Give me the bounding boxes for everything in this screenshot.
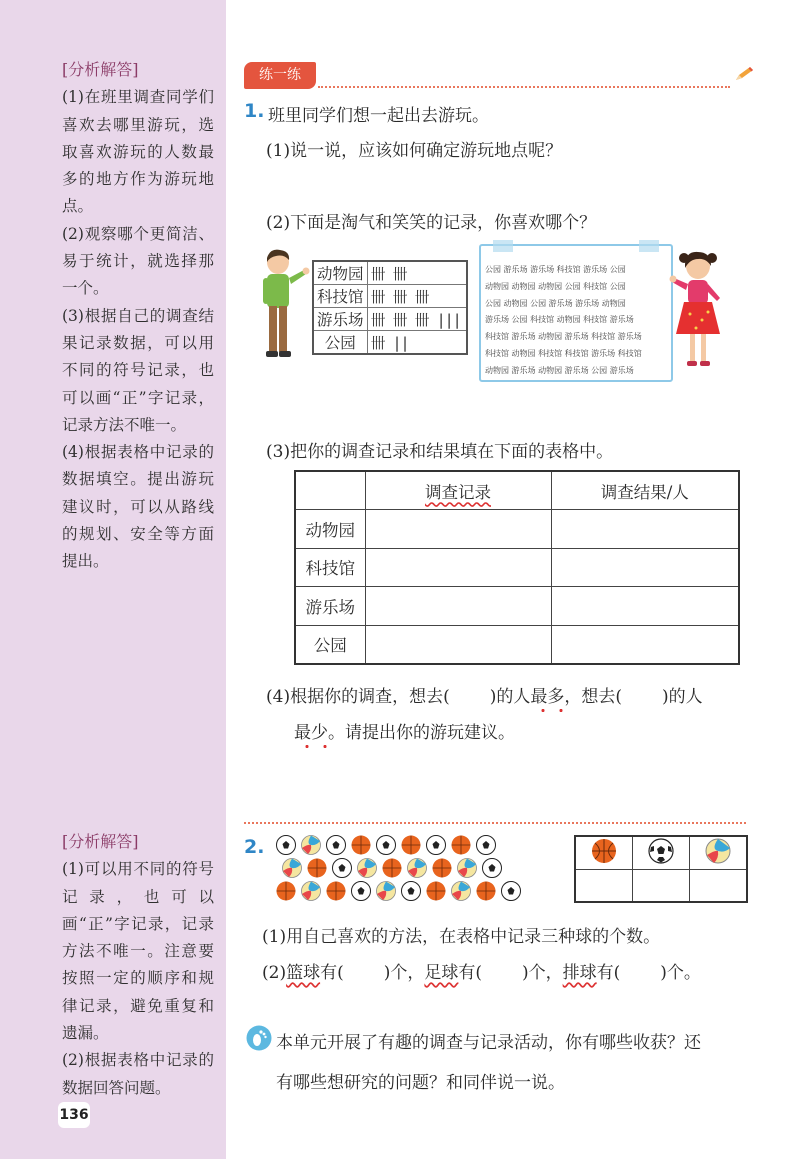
tally-marks: 卌 卌: [367, 261, 467, 285]
analysis-block-2: [62, 828, 214, 1102]
section-badge: 练一练: [244, 62, 316, 89]
question-part-4-line2: 最少。请提出你的游玩建议。: [294, 723, 515, 743]
analysis-block-1: [62, 56, 214, 576]
record-cell[interactable]: [365, 510, 551, 549]
note-line: 科技馆 动物园 科技馆 科技馆 游乐场 科技馆: [485, 348, 642, 358]
tally-marks: 卌 卌 卌 |||: [367, 308, 467, 331]
question-part-3: (3)把你的调查记录和结果填在下面的表格中。: [266, 442, 614, 462]
ball-count-table: [574, 835, 748, 903]
table-row: [295, 548, 739, 587]
tape-decoration: [639, 240, 659, 252]
table-header-row: [295, 471, 739, 510]
soccer-ball-icon: [377, 836, 396, 855]
result-cell[interactable]: [551, 587, 739, 626]
record-cell[interactable]: [365, 587, 551, 626]
note-line: 游乐场 公园 科技馆 动物园 科技馆 游乐场: [485, 315, 634, 325]
table-row: [313, 261, 467, 285]
table-header-cell: 调查记录: [365, 471, 551, 510]
question-2-part-2: (2)篮球有( )个，足球有( )个，排球有( )个。: [262, 963, 701, 983]
volleyball-icon: [302, 836, 321, 855]
table-row: [295, 625, 739, 664]
table-header-cell: 调查结果/人: [551, 471, 739, 510]
closing-line-1: 本单元开展了有趣的调查与记录活动，你有哪些收获？还: [276, 1033, 701, 1053]
table-row: [295, 510, 739, 549]
basketball-icon: [452, 836, 471, 855]
row-label: 科技馆: [295, 548, 365, 587]
analysis-header: [分析解答]: [62, 832, 139, 851]
dotted-divider: [318, 86, 730, 88]
soccer-ball-icon: [648, 838, 674, 864]
volleyball-icon: [377, 882, 396, 901]
soccer-ball-icon: [327, 836, 346, 855]
volleyball-count-cell[interactable]: [690, 869, 747, 902]
tally-label: 公园: [313, 331, 367, 355]
main-content: [226, 0, 800, 1159]
table-row: [313, 331, 467, 355]
tally-record-table: [312, 260, 468, 355]
volleyball-icon: [458, 859, 477, 878]
basketball-count-cell[interactable]: [575, 869, 632, 902]
note-line: 动物园 游乐场 动物园 游乐场 公园 游乐场: [485, 365, 634, 375]
analysis-para: (3)根据自己的调查结果记录数据，可以用不同的符号记录，也可以画“正”字记录，记录方法不唯一。: [62, 306, 214, 434]
question-part-1: (1)说一说，应该如何确定游玩地点呢？: [266, 141, 563, 161]
row-label: 游乐场: [295, 587, 365, 626]
record-cell[interactable]: [365, 625, 551, 664]
result-cell[interactable]: [551, 625, 739, 664]
boy-illustration: [254, 248, 310, 368]
analysis-para: (1)在班里调查同学们喜欢去哪里游玩，选取喜欢游玩的人数最多的地方作为游玩地点。: [62, 88, 214, 216]
row-label: 动物园: [295, 510, 365, 549]
result-cell[interactable]: [551, 510, 739, 549]
tally-marks: 卌 ||: [367, 331, 467, 355]
dotted-divider: [244, 822, 746, 824]
note-line: 动物园 动物园 动物园 公园 科技馆 公园: [485, 281, 626, 291]
question-number: 2.: [244, 836, 265, 858]
volleyball-icon: [705, 838, 731, 864]
result-cell[interactable]: [551, 548, 739, 587]
basketball-icon: [308, 859, 327, 878]
soccer-ball-icon: [477, 836, 496, 855]
page-number: 136: [58, 1102, 90, 1128]
analysis-para: (4)根据表格中记录的数据填空。提出游玩建议时，可以从路线的规划、安全等方面提出。: [62, 443, 214, 571]
soccer-ball-icon: [352, 882, 371, 901]
balls-illustration: [276, 833, 526, 907]
analysis-para: (2)根据表格中记录的数据回答问题。: [62, 1051, 214, 1097]
soccer-ball-icon: [502, 882, 521, 901]
soccer-ball-icon: [277, 836, 296, 855]
analysis-header: [分析解答]: [62, 60, 139, 79]
basketball-icon: [277, 882, 296, 901]
question-part-2: (2)下面是淘气和笑笑的记录，你喜欢哪个？: [266, 213, 597, 233]
volleyball-header: [690, 836, 747, 869]
basketball-icon: [591, 838, 617, 864]
tally-marks: 卌 卌 卌: [367, 285, 467, 308]
note-line: 公园 游乐场 游乐场 科技馆 游乐场 公园: [485, 265, 626, 274]
soccer-header: [632, 836, 689, 869]
volleyball-icon: [408, 859, 427, 878]
footprint-icon: [246, 1025, 272, 1051]
basketball-icon: [477, 882, 496, 901]
basketball-header: [575, 836, 632, 869]
table-row: [575, 836, 747, 869]
basketball-icon: [352, 836, 371, 855]
tally-label: 科技馆: [313, 285, 367, 308]
basketball-icon: [402, 836, 421, 855]
row-label: 公园: [295, 625, 365, 664]
closing-line-2: 有哪些想研究的问题？和同伴说一说。: [276, 1073, 565, 1093]
record-cell[interactable]: [365, 548, 551, 587]
volleyball-icon: [283, 859, 302, 878]
note-line: 科技馆 游乐场 动物园 游乐场 科技馆 游乐场: [485, 332, 642, 342]
question-intro: 班里同学们想一起出去游玩。: [268, 106, 489, 126]
volleyball-icon: [452, 882, 471, 901]
question-2-part-1: (1)用自己喜欢的方法，在表格中记录三种球的个数。: [262, 927, 661, 947]
table-row: [313, 308, 467, 331]
note-line: 公园 动物园 公园 游乐场 游乐场 动物园: [485, 298, 626, 308]
table-row: [295, 587, 739, 626]
soccer-ball-icon: [483, 859, 502, 878]
volleyball-icon: [302, 882, 321, 901]
tape-decoration: [493, 240, 513, 252]
tally-label: 游乐场: [313, 308, 367, 331]
word-record-card: [479, 244, 673, 382]
volleyball-icon: [358, 859, 377, 878]
analysis-para: (2)观察哪个更简洁、易于统计，就选择那一个。: [62, 224, 214, 298]
pencil-icon: [734, 66, 754, 82]
table-row: [313, 285, 467, 308]
analysis-para: (1)可以用不同的符号记录，也可以画“正”字记录，记录方法不唯一。注意要按照一定的顺序和规律记录，避免重复和遗漏。: [62, 860, 214, 1043]
tally-label: 动物园: [313, 261, 367, 285]
girl-illustration: [668, 250, 728, 370]
table-header-cell: [295, 471, 365, 510]
table-row: [575, 869, 747, 902]
question-part-4-line1: (4)根据你的调查，想去( )的人最多，想去( )的人: [266, 687, 703, 707]
basketball-icon: [383, 859, 402, 878]
soccer-ball-icon: [333, 859, 352, 878]
basketball-icon: [427, 882, 446, 901]
soccer-ball-icon: [427, 836, 446, 855]
question-number: 1.: [244, 100, 265, 122]
basketball-icon: [433, 859, 452, 878]
survey-table: [294, 470, 740, 665]
soccer-count-cell[interactable]: [632, 869, 689, 902]
sidebar: [0, 0, 226, 1159]
basketball-icon: [327, 882, 346, 901]
soccer-ball-icon: [402, 882, 421, 901]
